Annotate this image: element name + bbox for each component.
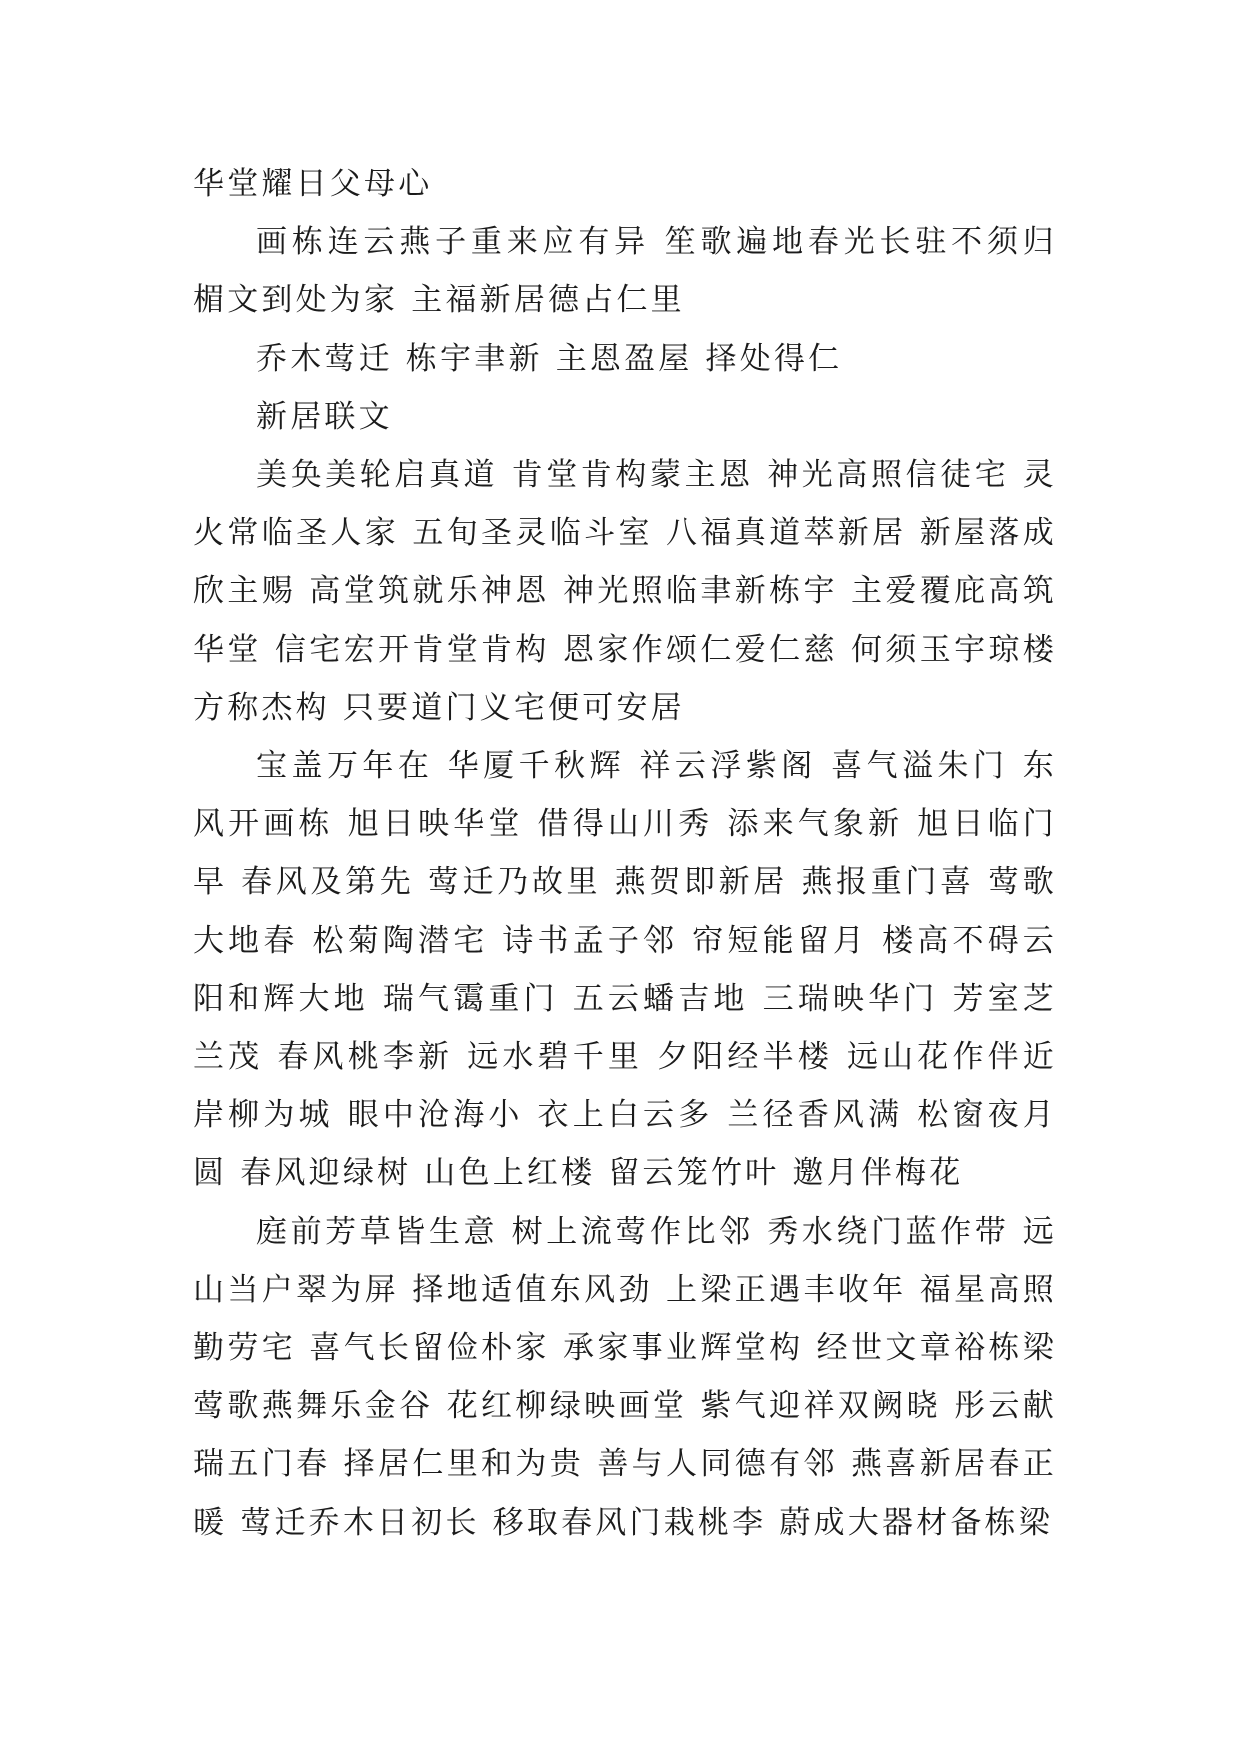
- paragraph: 画栋连云燕子重来应有异 笙歌遍地春光长驻不须归 楣文到处为家 主福新居德占仁里: [193, 224, 1057, 319]
- section-heading: 新居联文: [256, 398, 393, 435]
- paragraph: 乔木莺迁 栋宇聿新 主恩盈屋 择处得仁: [256, 340, 843, 377]
- paragraph: 美奂美轮启真道 肯堂肯构蒙主恩 神光高照信徒宅 灵火常临圣人家 五旬圣灵临斗室 八福真道萃新居 新屋落成欣主赐 高堂筑就乐神恩 神光照临聿新栋宇 主爱覆庇高筑华堂 信宅宏开肯堂肯构 恩家作颂仁爱仁慈 何须玉宇琼楼方称杰构 只要道门义宅便可安居: [193, 457, 1057, 726]
- paragraph: 庭前芳草皆生意 树上流莺作比邻 秀水绕门蓝作带 远山当户翠为屏 择地适值东风劲 上梁正遇丰收年 福星高照勤劳宅 喜气长留俭朴家 承家事业辉堂构 经世文章裕栋梁 莺歌燕舞乐金谷 花红柳绿映画堂 紫气迎祥双阙晓 彤云献瑞五门春 择居仁里和为贵 善与人同德有邻 燕喜新居春正暖 莺迁乔木日初长 移取春风门栽桃李 蔚成大器材备栋梁: [193, 1213, 1057, 1541]
- document-body: [193, 155, 1057, 1552]
- paragraph: 华堂耀日父母心: [193, 166, 433, 202]
- paragraph: 宝盖万年在 华厦千秋辉 祥云浮紫阁 喜气溢朱门 东风开画栋 旭日映华堂 借得山川秀 添来气象新 旭日临门早 春风及第先 莺迁乃故里 燕贺即新居 燕报重门喜 莺歌大地春 松菊陶潜宅 诗书孟子邻 帘短能留月 楼高不碍云 阳和辉大地 瑞气霭重门 五云蟠吉地 三瑞映华门 芳室芝兰茂 春风桃李新 远水碧千里 夕阳经半楼 远山花作伴近岸柳为城 眼中沧海小 衣上白云多 兰径香风满 松窗夜月圆 春风迎绿树 山色上红楼 留云笼竹叶 邀月伴梅花: [193, 748, 1057, 1192]
